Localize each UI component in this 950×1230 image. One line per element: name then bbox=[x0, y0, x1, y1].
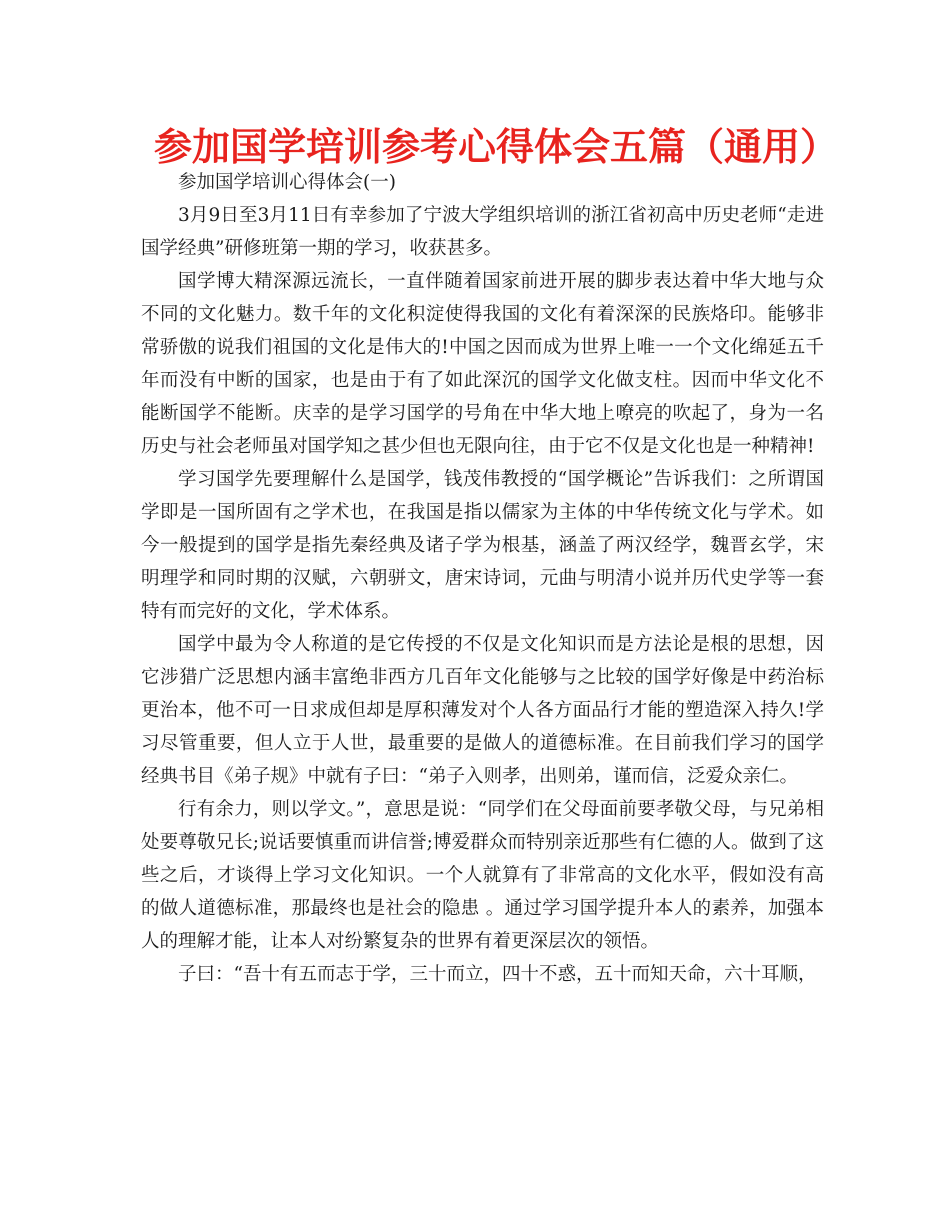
section-subtitle: 参加国学培训心得体会(一) bbox=[178, 172, 396, 193]
paragraph-1: 3月9日至3月11日有幸参加了宁波大学组织培训的浙江省初高中历史老师“走进国学经典”研修班第一期的学习，收获甚多。 bbox=[141, 205, 824, 259]
paragraph-4: 国学中最为令人称道的是它传授的不仅是文化知识而是方法论是根的思想，因它涉猎广泛思想内涵丰富绝非西方几百年文化能够与之比较的国学好像是中药治标更治本，他不可一日求成但却是厚积薄发对个人各方面品行才能的塑造深入持久!学习尽管重要，但人立于人世，最重要的是做人的道德标准。在目前我们学习的国学经典书目《弟子规》中就有子曰：“弟子入则孝，出则弟，谨而信，泛爱众亲仁。 bbox=[141, 634, 824, 787]
paragraph-3: 学习国学先要理解什么是国学，钱茂伟教授的“国学概论”告诉我们：之所谓国学即是一国所固有之学术也，在我国是指以儒家为主体的中华传统文化与学术。如今一般提到的国学是指先秦经典及诸子学为根基，涵盖了两汉经学，魏晋玄学，宋明理学和同时期的汉赋，六朝骈文，唐宋诗词，元曲与明清小说并历代史学等一套特有而完好的文化，学术体系。 bbox=[141, 469, 824, 622]
document-title: 参加国学培训参考心得体会五篇（通用） bbox=[154, 125, 839, 169]
document-body bbox=[141, 166, 824, 991]
paragraph-6: 子曰：“吾十有五而志于学，三十而立，四十不惑，五十而知天命，六十耳顺， bbox=[178, 964, 817, 985]
paragraph-2: 国学博大精深源远流长，一直伴随着国家前进开展的脚步表达着中华大地与众不同的文化魅力。数千年的文化积淀使得我国的文化有着深深的民族烙印。能够非常骄傲的说我们祖国的文化是伟大的!中国之因而成为世界上唯一一个文化绵延五千年而没有中断的国家，也是由于有了如此深沉的国学文化做支柱。因而中华文化不能断国学不能断。庆幸的是学习国学的号角在中华大地上嘹亮的吹起了，身为一名历史与社会老师虽对国学知之甚少但也无限向往，由于它不仅是文化也是一种精神! bbox=[141, 271, 824, 457]
paragraph-5: 行有余力，则以学文。”，意思是说：“同学们在父母面前要孝敬父母，与兄弟相处要尊敬兄长;说话要慎重而讲信誉;博爱群众而特别亲近那些有仁德的人。做到了这些之后，才谈得上学习文化知识。一个人就算有了非常高的文化水平，假如没有高的做人道德标准，那最终也是社会的隐患 。通过学习国学提升本人的素养，加强本人的理解才能，让本人对纷繁复杂的世界有着更深层次的领悟。 bbox=[141, 799, 824, 952]
